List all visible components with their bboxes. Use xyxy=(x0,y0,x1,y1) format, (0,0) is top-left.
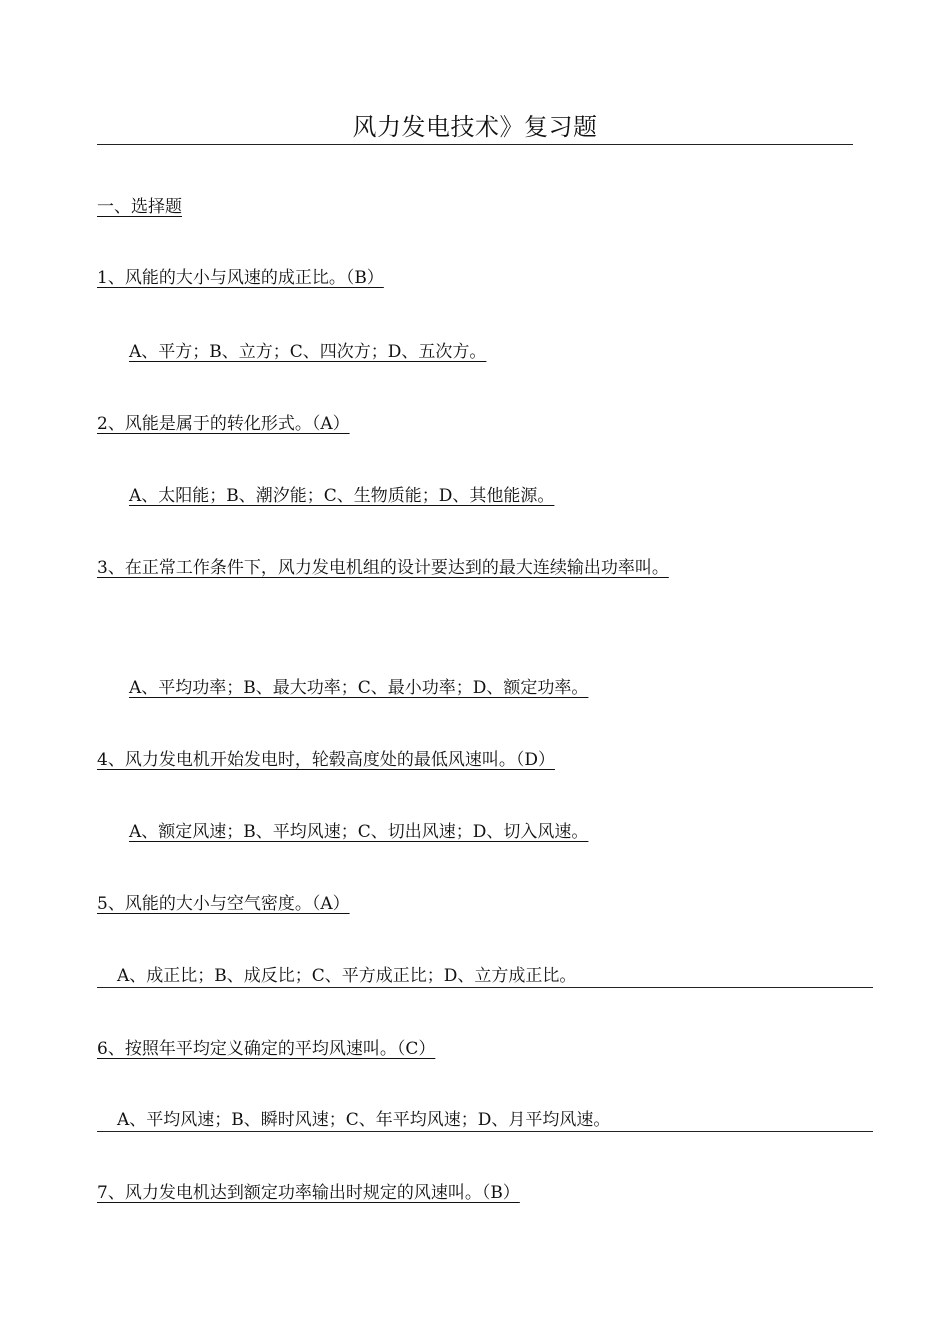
title-row xyxy=(97,112,853,145)
question-1: 1、风能的大小与风速的成正比。（B） xyxy=(97,268,384,288)
question-6: 6、按照年平均定义确定的平均风速叫。（C） xyxy=(97,1039,436,1059)
options-5: A、成正比；B、成反比；C、平方成正比；D、立方成正比。 xyxy=(97,965,873,988)
options-2: A、太阳能；B、潮汐能；C、生物质能；D、其他能源。 xyxy=(129,486,555,506)
question-5: 5、风能的大小与空气密度。（A） xyxy=(97,894,350,914)
question-2: 2、风能是属于的转化形式。（A） xyxy=(97,414,350,434)
page-title: 风力发电技术》复习题 xyxy=(352,113,598,141)
question-3: 3、在正常工作条件下，风力发电机组的设计要达到的最大连续输出功率叫。 xyxy=(97,558,669,578)
options-1: A、平方；B、立方；C、四次方；D、五次方。 xyxy=(129,342,487,362)
options-4: A、额定风速；B、平均风速；C、切出风速；D、切入风速。 xyxy=(129,822,589,842)
question-7: 7、风力发电机达到额定功率输出时规定的风速叫。（B） xyxy=(97,1183,520,1203)
question-4: 4、风力发电机开始发电时，轮毂高度处的最低风速叫。（D） xyxy=(97,750,555,770)
options-3: A、平均功率；B、最大功率；C、最小功率；D、额定功率。 xyxy=(129,678,589,698)
section-heading: 一、选择题 xyxy=(97,197,182,217)
options-6: A、平均风速；B、瞬时风速；C、年平均风速；D、月平均风速。 xyxy=(97,1109,873,1132)
